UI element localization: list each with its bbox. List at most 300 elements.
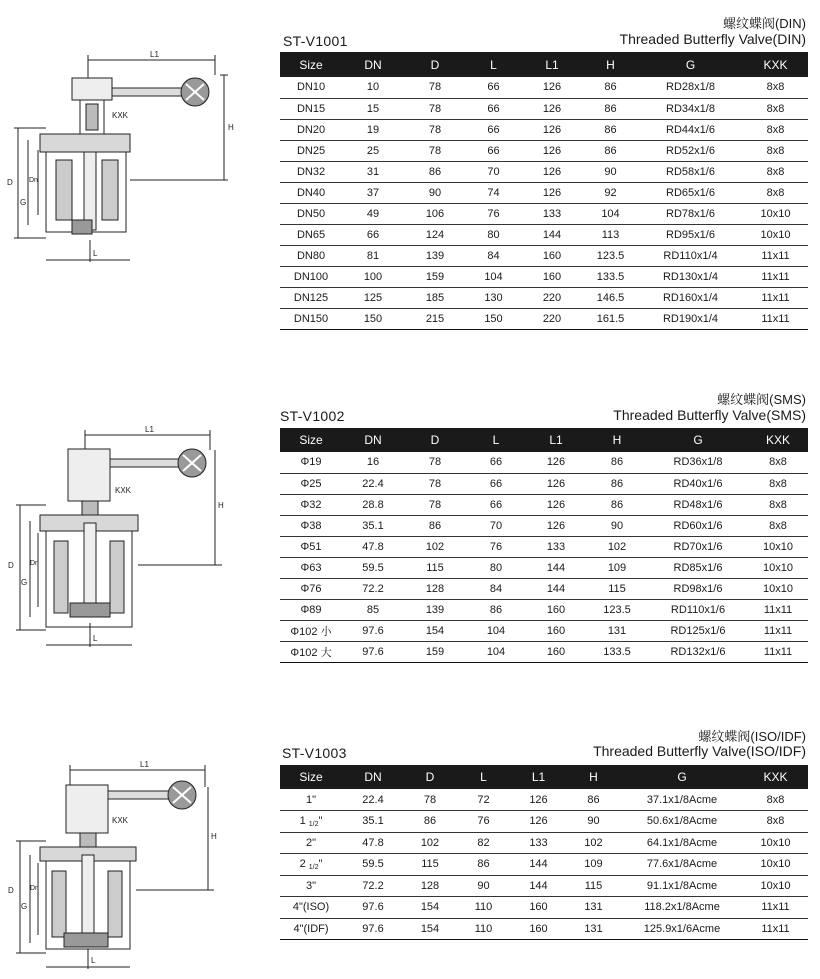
cell-dn: 59.5 xyxy=(342,557,404,578)
cell-size: DN80 xyxy=(280,245,342,266)
cell-l1: 126 xyxy=(526,452,586,473)
cell-d: 139 xyxy=(404,245,466,266)
cell-dn: 66 xyxy=(342,224,404,245)
cell-g: RD44x1/6 xyxy=(638,119,743,140)
cell-dn: 59.5 xyxy=(342,854,404,876)
table-row xyxy=(280,832,808,854)
cell-kxk: 8x8 xyxy=(743,161,808,182)
cell-d: 128 xyxy=(404,578,466,599)
cell-h: 92 xyxy=(583,182,638,203)
cell-dn: 47.8 xyxy=(342,832,404,854)
cell-kxk: 8x8 xyxy=(743,811,808,833)
column-header-d: D xyxy=(404,765,456,789)
cell-dn: 150 xyxy=(342,308,404,329)
table-row xyxy=(280,854,808,876)
cell-size: DN150 xyxy=(280,308,342,329)
cell-h: 102 xyxy=(586,536,648,557)
table-row xyxy=(280,620,808,641)
cell-size: Φ102 大 xyxy=(280,641,342,662)
table-row xyxy=(280,918,808,940)
cell-kxk: 8x8 xyxy=(748,473,808,494)
cell-kxk: 8x8 xyxy=(748,515,808,536)
cell-h: 123.5 xyxy=(586,599,648,620)
cell-d: 128 xyxy=(404,875,456,897)
cell-h: 86 xyxy=(586,494,648,515)
cell-d: 90 xyxy=(404,182,466,203)
cell-size: 1" xyxy=(280,789,342,811)
cell-g: 64.1x1/8Acme xyxy=(621,832,743,854)
cell-h: 86 xyxy=(586,473,648,494)
cell-g: RD58x1/6 xyxy=(638,161,743,182)
cell-h: 90 xyxy=(566,811,621,833)
column-header-size: Size xyxy=(280,765,342,789)
cell-d: 115 xyxy=(404,854,456,876)
cell-l: 130 xyxy=(466,287,521,308)
cell-l: 66 xyxy=(466,494,526,515)
column-header-dn: DN xyxy=(342,428,404,452)
cell-d: 78 xyxy=(404,452,466,473)
label-d: D xyxy=(8,561,14,570)
cell-l: 76 xyxy=(456,811,511,833)
column-header-h: H xyxy=(586,428,648,452)
column-header-kxk: KXK xyxy=(743,52,808,77)
cell-size: DN65 xyxy=(280,224,342,245)
cell-l: 104 xyxy=(466,620,526,641)
cell-h: 86 xyxy=(586,452,648,473)
cell-h: 86 xyxy=(583,98,638,119)
cell-g: 77.6x1/8Acme xyxy=(621,854,743,876)
cell-kxk: 8x8 xyxy=(748,494,808,515)
label-dn: Dn xyxy=(30,885,39,892)
table-row xyxy=(280,140,808,161)
cell-h: 86 xyxy=(583,119,638,140)
column-header-kxk: KXK xyxy=(748,428,808,452)
column-header-dn: DN xyxy=(342,52,404,77)
label-h: H xyxy=(228,123,234,132)
label-g: G xyxy=(21,902,28,911)
cell-dn: 22.4 xyxy=(342,789,404,811)
title-en: Threaded Butterfly Valve(DIN) xyxy=(619,31,806,47)
cell-kxk: 10x10 xyxy=(743,832,808,854)
cell-dn: 97.6 xyxy=(342,918,404,940)
cell-l: 66 xyxy=(466,77,521,98)
cell-l: 76 xyxy=(466,536,526,557)
cell-h: 123.5 xyxy=(583,245,638,266)
cell-d: 102 xyxy=(404,832,456,854)
cell-kxk: 10x10 xyxy=(748,557,808,578)
table-row xyxy=(280,811,808,833)
cell-dn: 19 xyxy=(342,119,404,140)
table-row xyxy=(280,287,808,308)
cell-kxk: 11x11 xyxy=(743,266,808,287)
cell-kxk: 11x11 xyxy=(748,599,808,620)
cell-g: RD78x1/6 xyxy=(638,203,743,224)
cell-l: 66 xyxy=(466,119,521,140)
table-row xyxy=(280,875,808,897)
cell-d: 154 xyxy=(404,897,456,919)
cell-d: 159 xyxy=(404,641,466,662)
label-h: H xyxy=(218,501,224,510)
cell-l: 86 xyxy=(456,854,511,876)
column-header-h: H xyxy=(583,52,638,77)
cell-size: DN125 xyxy=(280,287,342,308)
label-d: D xyxy=(7,178,13,187)
label-l1: L1 xyxy=(145,425,154,434)
cell-kxk: 8x8 xyxy=(743,98,808,119)
section-st-v1001 xyxy=(0,0,820,340)
cell-dn: 49 xyxy=(342,203,404,224)
cell-l: 82 xyxy=(456,832,511,854)
cell-l: 110 xyxy=(456,897,511,919)
table-row xyxy=(280,161,808,182)
cell-g: RD98x1/6 xyxy=(648,578,748,599)
cell-kxk: 10x10 xyxy=(743,854,808,876)
label-h: H xyxy=(211,832,217,841)
cell-l: 84 xyxy=(466,245,521,266)
cell-size: DN100 xyxy=(280,266,342,287)
cell-kxk: 8x8 xyxy=(743,789,808,811)
cell-h: 133.5 xyxy=(583,266,638,287)
table-row xyxy=(280,98,808,119)
cell-d: 139 xyxy=(404,599,466,620)
cell-d: 154 xyxy=(404,620,466,641)
cell-kxk: 11x11 xyxy=(743,918,808,940)
cell-h: 86 xyxy=(566,789,621,811)
cell-dn: 37 xyxy=(342,182,404,203)
label-dn: Dn xyxy=(29,177,38,184)
cell-kxk: 11x11 xyxy=(748,641,808,662)
valve-drawing-iso-idf xyxy=(0,715,270,979)
column-header-l1: L1 xyxy=(526,428,586,452)
cell-g: RD160x1/4 xyxy=(638,287,743,308)
cell-d: 78 xyxy=(404,77,466,98)
cell-size: DN25 xyxy=(280,140,342,161)
cell-h: 90 xyxy=(586,515,648,536)
cell-l1: 144 xyxy=(526,557,586,578)
column-header-l: L xyxy=(466,52,521,77)
column-header-kxk: KXK xyxy=(743,765,808,789)
cell-g: RD125x1/6 xyxy=(648,620,748,641)
cell-dn: 47.8 xyxy=(342,536,404,557)
cell-dn: 72.2 xyxy=(342,578,404,599)
label-kxk: KXK xyxy=(112,816,129,825)
cell-g: RD52x1/6 xyxy=(638,140,743,161)
cell-g: RD132x1/6 xyxy=(648,641,748,662)
cell-dn: 81 xyxy=(342,245,404,266)
column-header-l1: L1 xyxy=(521,52,583,77)
column-header-size: Size xyxy=(280,52,342,77)
cell-size: DN10 xyxy=(280,77,342,98)
cell-kxk: 8x8 xyxy=(748,452,808,473)
cell-l1: 160 xyxy=(521,245,583,266)
table-row xyxy=(280,308,808,329)
spec-table-sms xyxy=(280,428,808,663)
cell-h: 104 xyxy=(583,203,638,224)
valve-drawing-sms xyxy=(0,375,270,665)
cell-h: 109 xyxy=(566,854,621,876)
column-header-dn: DN xyxy=(342,765,404,789)
cell-l1: 126 xyxy=(526,494,586,515)
column-header-size: Size xyxy=(280,428,342,452)
cell-l1: 133 xyxy=(526,536,586,557)
table-row xyxy=(280,203,808,224)
cell-dn: 72.2 xyxy=(342,875,404,897)
table-row xyxy=(280,536,808,557)
cell-size: Φ102 小 xyxy=(280,620,342,641)
column-header-d: D xyxy=(404,52,466,77)
cell-g: RD190x1/4 xyxy=(638,308,743,329)
cell-size: DN32 xyxy=(280,161,342,182)
cell-l1: 126 xyxy=(521,140,583,161)
cell-kxk: 10x10 xyxy=(743,203,808,224)
cell-d: 106 xyxy=(404,203,466,224)
cell-h: 161.5 xyxy=(583,308,638,329)
table-row xyxy=(280,557,808,578)
cell-dn: 97.6 xyxy=(342,641,404,662)
spec-table-iso-idf xyxy=(280,765,808,940)
cell-l: 104 xyxy=(466,641,526,662)
cell-l1: 133 xyxy=(511,832,566,854)
cell-size: 4"(ISO) xyxy=(280,897,342,919)
cell-dn: 35.1 xyxy=(342,811,404,833)
cell-l1: 220 xyxy=(521,308,583,329)
cell-h: 131 xyxy=(566,897,621,919)
cell-l: 84 xyxy=(466,578,526,599)
cell-l1: 126 xyxy=(521,161,583,182)
cell-size: Φ32 xyxy=(280,494,342,515)
cell-d: 78 xyxy=(404,494,466,515)
cell-h: 86 xyxy=(583,77,638,98)
table-row xyxy=(280,897,808,919)
cell-size: Φ51 xyxy=(280,536,342,557)
cell-g: 125.9x1/6Acme xyxy=(621,918,743,940)
cell-dn: 35.1 xyxy=(342,515,404,536)
cell-size: DN40 xyxy=(280,182,342,203)
table-row xyxy=(280,515,808,536)
cell-kxk: 11x11 xyxy=(748,620,808,641)
cell-l1: 160 xyxy=(526,641,586,662)
cell-dn: 15 xyxy=(342,98,404,119)
label-kxk: KXK xyxy=(115,486,132,495)
cell-kxk: 11x11 xyxy=(743,287,808,308)
cell-kxk: 10x10 xyxy=(743,875,808,897)
column-header-g: G xyxy=(638,52,743,77)
table-row xyxy=(280,224,808,245)
cell-g: RD60x1/6 xyxy=(648,515,748,536)
cell-dn: 97.6 xyxy=(342,620,404,641)
section-st-v1002 xyxy=(0,375,820,685)
cell-dn: 85 xyxy=(342,599,404,620)
cell-l: 66 xyxy=(466,140,521,161)
cell-d: 185 xyxy=(404,287,466,308)
cell-d: 154 xyxy=(404,918,456,940)
cell-dn: 16 xyxy=(342,452,404,473)
table-row xyxy=(280,452,808,473)
table-header-row xyxy=(280,52,808,77)
table-row xyxy=(280,245,808,266)
cell-l: 72 xyxy=(456,789,511,811)
title-cn: 螺纹蝶阀(ISO/IDF) xyxy=(698,729,806,744)
cell-l: 66 xyxy=(466,473,526,494)
cell-kxk: 11x11 xyxy=(743,897,808,919)
title-en: Threaded Butterfly Valve(ISO/IDF) xyxy=(593,743,806,759)
label-dn: Dn xyxy=(30,560,39,567)
column-header-g: G xyxy=(621,765,743,789)
cell-h: 109 xyxy=(586,557,648,578)
cell-l: 80 xyxy=(466,557,526,578)
cell-d: 86 xyxy=(404,515,466,536)
cell-dn: 31 xyxy=(342,161,404,182)
table-header-row xyxy=(280,428,808,452)
cell-l: 90 xyxy=(456,875,511,897)
valve-drawing-din xyxy=(0,0,270,270)
section-st-v1003 xyxy=(0,715,820,979)
cell-size: DN20 xyxy=(280,119,342,140)
cell-g: RD130x1/4 xyxy=(638,266,743,287)
cell-d: 102 xyxy=(404,536,466,557)
cell-d: 115 xyxy=(404,557,466,578)
cell-l1: 126 xyxy=(521,182,583,203)
cell-g: RD36x1/8 xyxy=(648,452,748,473)
table-row xyxy=(280,578,808,599)
cell-l: 150 xyxy=(466,308,521,329)
cell-l: 70 xyxy=(466,161,521,182)
cell-d: 86 xyxy=(404,161,466,182)
cell-l1: 160 xyxy=(511,897,566,919)
table-row xyxy=(280,182,808,203)
cell-size: Φ25 xyxy=(280,473,342,494)
cell-l1: 126 xyxy=(526,515,586,536)
cell-d: 86 xyxy=(404,811,456,833)
cell-dn: 10 xyxy=(342,77,404,98)
column-header-d: D xyxy=(404,428,466,452)
table-row xyxy=(280,77,808,98)
cell-dn: 22.4 xyxy=(342,473,404,494)
cell-size: 2 1/2" xyxy=(280,854,342,876)
table-row xyxy=(280,473,808,494)
title-cn: 螺纹蝶阀(SMS) xyxy=(717,392,806,407)
label-d: D xyxy=(8,886,14,895)
cell-kxk: 10x10 xyxy=(748,536,808,557)
cell-h: 102 xyxy=(566,832,621,854)
cell-h: 133.5 xyxy=(586,641,648,662)
table-row xyxy=(280,494,808,515)
cell-kxk: 8x8 xyxy=(743,77,808,98)
table-row xyxy=(280,641,808,662)
column-header-h: H xyxy=(566,765,621,789)
cell-l1: 126 xyxy=(526,473,586,494)
product-code: ST-V1003 xyxy=(282,745,347,761)
column-header-l1: L1 xyxy=(511,765,566,789)
cell-g: RD40x1/6 xyxy=(648,473,748,494)
cell-size: DN15 xyxy=(280,98,342,119)
cell-g: RD110x1/4 xyxy=(638,245,743,266)
cell-l1: 144 xyxy=(511,854,566,876)
cell-l1: 144 xyxy=(511,875,566,897)
cell-g: 50.6x1/8Acme xyxy=(621,811,743,833)
label-l1: L1 xyxy=(150,50,159,59)
cell-h: 131 xyxy=(566,918,621,940)
cell-d: 215 xyxy=(404,308,466,329)
cell-g: RD85x1/6 xyxy=(648,557,748,578)
cell-dn: 125 xyxy=(342,287,404,308)
cell-g: 91.1x1/8Acme xyxy=(621,875,743,897)
label-l: L xyxy=(91,956,96,965)
table-header-row xyxy=(280,765,808,789)
table-row xyxy=(280,119,808,140)
cell-kxk: 11x11 xyxy=(743,308,808,329)
cell-l1: 160 xyxy=(526,599,586,620)
table-row xyxy=(280,599,808,620)
cell-kxk: 8x8 xyxy=(743,119,808,140)
cell-l: 66 xyxy=(466,452,526,473)
cell-h: 86 xyxy=(583,140,638,161)
cell-l1: 126 xyxy=(521,119,583,140)
column-header-l: L xyxy=(466,428,526,452)
cell-h: 131 xyxy=(586,620,648,641)
cell-g: RD95x1/6 xyxy=(638,224,743,245)
column-header-g: G xyxy=(648,428,748,452)
cell-g: RD48x1/6 xyxy=(648,494,748,515)
cell-kxk: 8x8 xyxy=(743,140,808,161)
label-l: L xyxy=(93,634,98,643)
label-g: G xyxy=(20,198,27,207)
cell-l: 66 xyxy=(466,98,521,119)
cell-d: 159 xyxy=(404,266,466,287)
cell-kxk: 11x11 xyxy=(743,245,808,266)
cell-g: 118.2x1/8Acme xyxy=(621,897,743,919)
cell-h: 113 xyxy=(583,224,638,245)
product-code: ST-V1001 xyxy=(283,33,348,49)
cell-dn: 28.8 xyxy=(342,494,404,515)
cell-l1: 126 xyxy=(521,77,583,98)
cell-l: 80 xyxy=(466,224,521,245)
cell-l1: 133 xyxy=(521,203,583,224)
cell-l: 104 xyxy=(466,266,521,287)
cell-size: 2" xyxy=(280,832,342,854)
cell-size: Φ19 xyxy=(280,452,342,473)
cell-g: RD110x1/6 xyxy=(648,599,748,620)
title-cn: 螺纹蝶阀(DIN) xyxy=(722,16,806,31)
cell-l1: 220 xyxy=(521,287,583,308)
cell-d: 78 xyxy=(404,473,466,494)
cell-l1: 144 xyxy=(526,578,586,599)
cell-l: 86 xyxy=(466,599,526,620)
cell-g: RD70x1/6 xyxy=(648,536,748,557)
label-kxk: KXK xyxy=(112,111,129,120)
cell-size: 3" xyxy=(280,875,342,897)
title-en: Threaded Butterfly Valve(SMS) xyxy=(613,407,806,423)
cell-d: 78 xyxy=(404,98,466,119)
cell-l1: 160 xyxy=(521,266,583,287)
cell-h: 90 xyxy=(583,161,638,182)
cell-d: 78 xyxy=(404,789,456,811)
cell-kxk: 10x10 xyxy=(748,578,808,599)
cell-l1: 160 xyxy=(526,620,586,641)
cell-size: Φ63 xyxy=(280,557,342,578)
cell-d: 78 xyxy=(404,140,466,161)
cell-size: Φ76 xyxy=(280,578,342,599)
cell-d: 124 xyxy=(404,224,466,245)
table-row xyxy=(280,789,808,811)
cell-l: 76 xyxy=(466,203,521,224)
cell-dn: 25 xyxy=(342,140,404,161)
cell-l1: 126 xyxy=(511,811,566,833)
cell-g: RD34x1/8 xyxy=(638,98,743,119)
cell-dn: 97.6 xyxy=(342,897,404,919)
cell-l1: 144 xyxy=(521,224,583,245)
cell-dn: 100 xyxy=(342,266,404,287)
